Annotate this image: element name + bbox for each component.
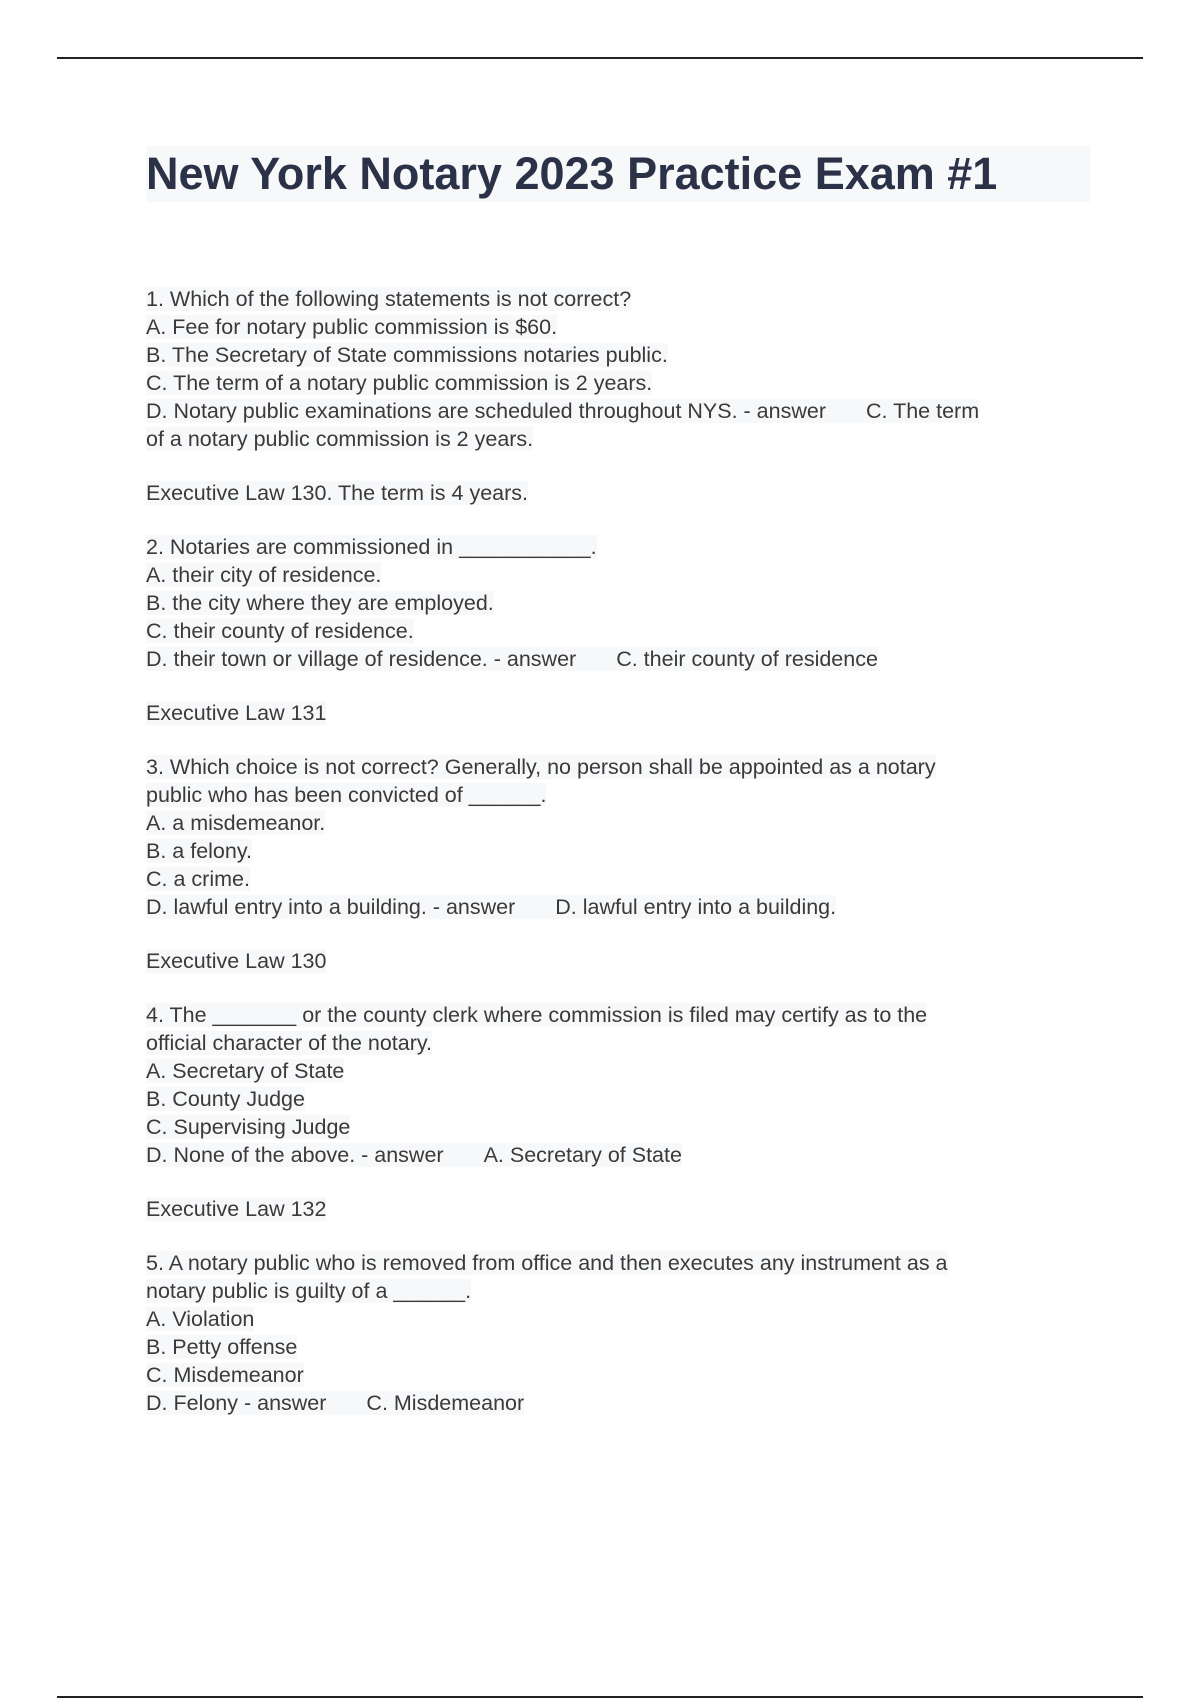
question-text: 2. Notaries are commissioned in ___________.: [146, 535, 597, 559]
option-d-with-answer: [146, 645, 1096, 673]
question-text: 1. Which of the following statements is not correct?: [146, 287, 632, 311]
option-b: B. a felony.: [146, 839, 252, 863]
top-rule: [57, 57, 1143, 59]
option-d: D. their town or village of residence. - answer: [146, 647, 577, 671]
option-a: A. Fee for notary public commission is $60.: [146, 315, 558, 339]
option-a: A. a misdemeanor.: [146, 811, 326, 835]
option-d: D. Notary public examinations are scheduled throughout NYS. - answer: [146, 399, 826, 423]
question-text-continued: official character of the notary.: [146, 1031, 433, 1055]
answer: C. The term: [866, 399, 980, 423]
answer: A. Secretary of State: [483, 1143, 682, 1167]
question-5: [146, 1249, 1096, 1417]
law-reference: Executive Law 132: [146, 1197, 327, 1221]
question-2: [146, 533, 1096, 727]
exam-content: [146, 285, 1096, 1417]
option-a: A. their city of residence.: [146, 563, 382, 587]
question-text: 3. Which choice is not correct? Generally, no person shall be appointed as a notary: [146, 755, 936, 779]
option-d-with-answer: [146, 1389, 1096, 1417]
option-c: C. The term of a notary public commission is 2 years.: [146, 371, 653, 395]
option-d-with-answer: [146, 893, 1096, 921]
option-c: C. Misdemeanor: [146, 1363, 304, 1387]
option-d: D. None of the above. - answer: [146, 1143, 444, 1167]
law-reference: Executive Law 130. The term is 4 years.: [146, 481, 529, 505]
question-text-continued: notary public is guilty of a ______.: [146, 1279, 472, 1303]
option-b: B. the city where they are employed.: [146, 591, 494, 615]
answer: C. their county of residence: [616, 647, 878, 671]
law-reference: Executive Law 131: [146, 701, 327, 725]
question-3: [146, 753, 1096, 975]
question-1: [146, 285, 1096, 507]
option-b: B. Petty offense: [146, 1335, 298, 1359]
option-c: C. Supervising Judge: [146, 1115, 351, 1139]
option-d: D. Felony - answer: [146, 1391, 327, 1415]
option-c: C. a crime.: [146, 867, 250, 891]
question-text-continued: public who has been convicted of ______.: [146, 783, 547, 807]
law-reference: Executive Law 130: [146, 949, 327, 973]
option-d-with-answer: [146, 397, 1096, 425]
option-d: D. lawful entry into a building. - answer: [146, 895, 516, 919]
answer: D. lawful entry into a building.: [555, 895, 837, 919]
question-4: [146, 1001, 1096, 1223]
option-a: A. Secretary of State: [146, 1059, 345, 1083]
answer-continuation: of a notary public commission is 2 years.: [146, 427, 534, 451]
page-title: New York Notary 2023 Practice Exam #1: [146, 146, 1090, 202]
option-b: B. The Secretary of State commissions notaries public.: [146, 343, 668, 367]
option-c: C. their county of residence.: [146, 619, 414, 643]
answer: C. Misdemeanor: [366, 1391, 525, 1415]
option-d-with-answer: [146, 1141, 1096, 1169]
question-text: 5. A notary public who is removed from office and then executes any instrument as a: [146, 1251, 948, 1275]
option-a: A. Violation: [146, 1307, 255, 1331]
bottom-rule: [57, 1696, 1143, 1698]
question-text: 4. The _______ or the county clerk where commission is filed may certify as to the: [146, 1003, 928, 1027]
option-b: B. County Judge: [146, 1087, 305, 1111]
